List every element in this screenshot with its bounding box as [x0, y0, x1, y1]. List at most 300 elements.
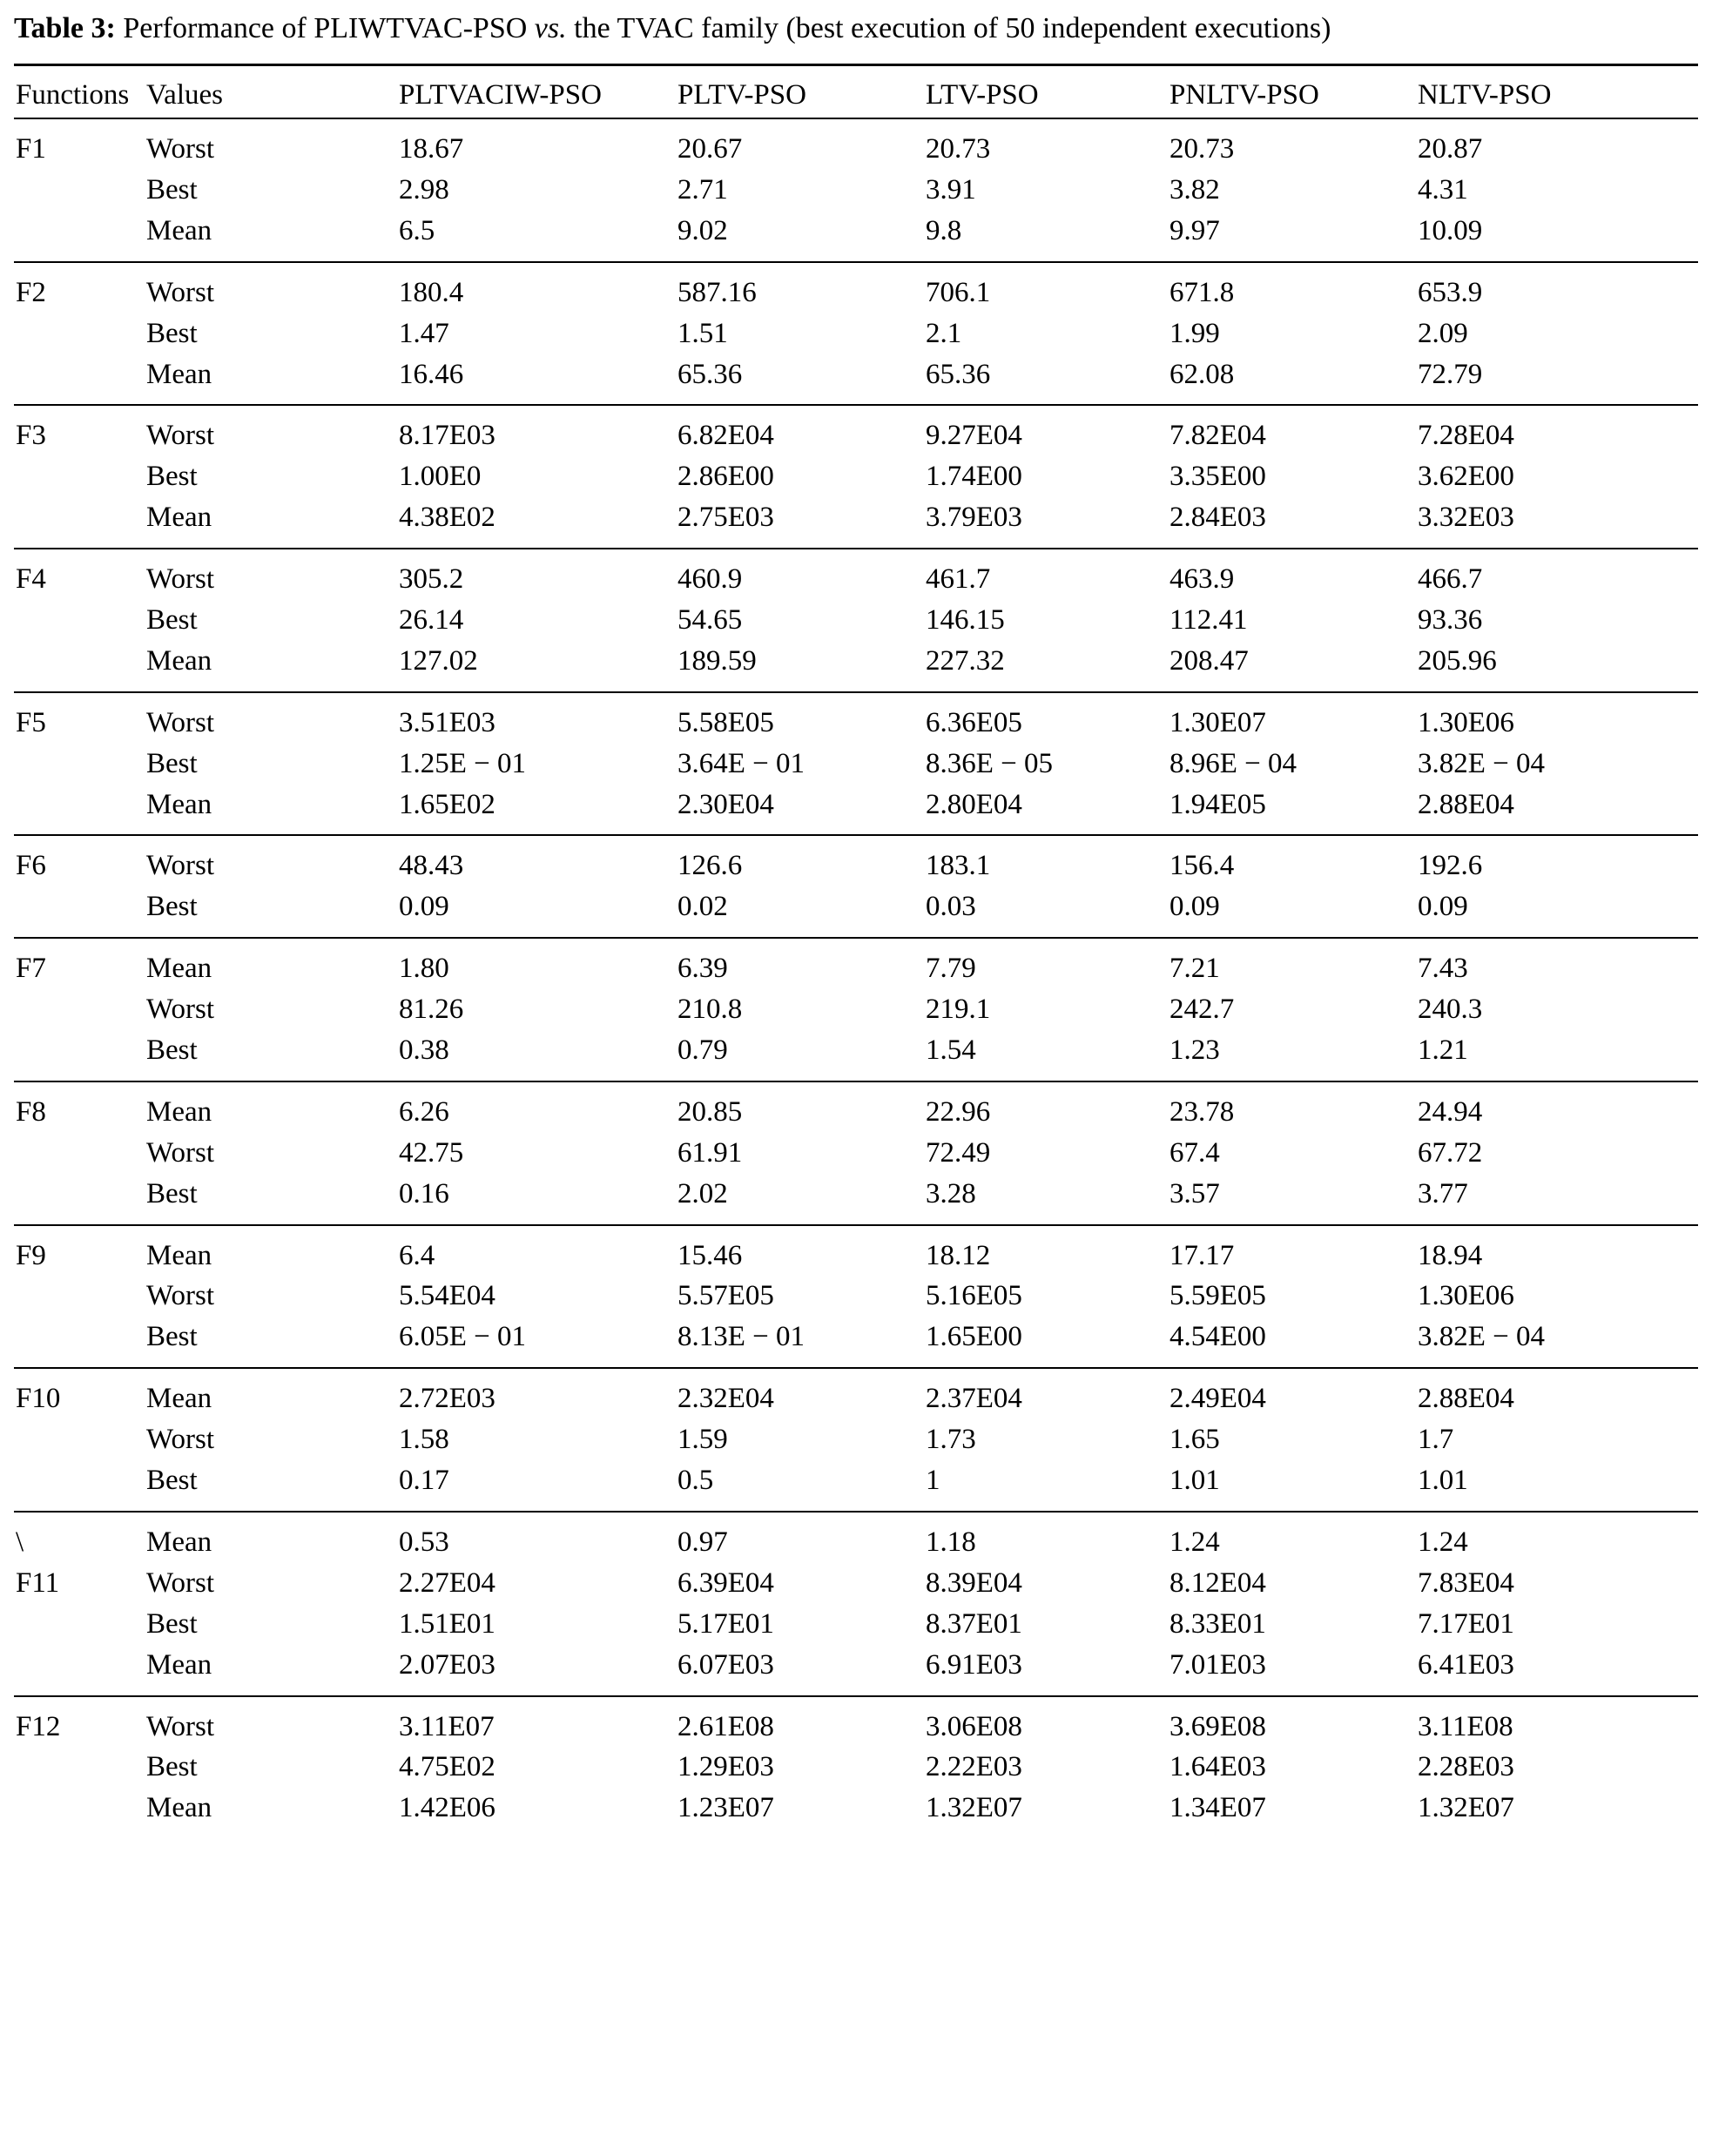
metric-label-cell: Best [146, 891, 198, 923]
data-cell: 2.07E03 [399, 1648, 495, 1681]
table-row [14, 1317, 1698, 1368]
data-cell: 2.22E03 [926, 1751, 1022, 1783]
metric-label-cell: Worst [145, 1696, 397, 1748]
data-cell: 1.94E05 [1169, 788, 1266, 820]
data-cell: 0.5 [677, 1465, 714, 1497]
data-cell: 5.17E01 [677, 1607, 774, 1640]
metric-label-cell: Mean [146, 788, 212, 820]
function-label-cell [14, 170, 145, 211]
data-cell: 461.7 [924, 549, 1168, 600]
data-cell: 3.11E08 [1416, 1696, 1698, 1748]
data-cell: 156.4 [1168, 835, 1416, 886]
table-row [14, 1512, 1698, 1563]
data-cell: 2.30E04 [677, 788, 774, 820]
data-cell: 3.91 [926, 174, 976, 205]
data-cell: 8.39E04 [926, 1566, 1022, 1599]
data-cell: 9.02 [677, 214, 728, 246]
table-row [14, 1225, 1698, 1277]
metric-label-cell: Best [146, 1607, 198, 1640]
data-cell: 0.17 [399, 1465, 449, 1497]
metric-label-cell: Best [146, 1751, 198, 1783]
metric-label-cell: Best [146, 1034, 198, 1067]
data-cell: 671.8 [1168, 262, 1416, 313]
function-label-cell [14, 211, 145, 262]
function-label-cell [14, 1747, 145, 1788]
data-cell: 72.79 [1418, 358, 1483, 390]
function-label-cell [14, 989, 145, 1030]
data-cell: 62.08 [1169, 358, 1235, 390]
data-cell: 192.6 [1416, 835, 1698, 886]
data-cell: 1.99 [1169, 317, 1220, 349]
function-label-cell: F8 [14, 1081, 145, 1133]
data-cell: 5.57E05 [677, 1280, 774, 1312]
data-cell: 183.1 [924, 835, 1168, 886]
data-cell: 1.47 [399, 317, 449, 349]
data-cell: 6.41E03 [1418, 1648, 1514, 1681]
function-label-cell: F4 [14, 549, 145, 600]
data-cell: 587.16 [676, 262, 924, 313]
table-row [14, 170, 1698, 211]
column-header-nltv-pso: NLTV-PSO [1416, 65, 1698, 118]
data-cell: 242.7 [1169, 994, 1235, 1026]
data-cell: 7.21 [1168, 938, 1416, 989]
data-cell: 4.38E02 [399, 502, 495, 534]
data-cell: 8.96E − 04 [1169, 747, 1297, 779]
metric-label-cell: Best [146, 174, 198, 205]
data-cell: 18.12 [924, 1225, 1168, 1277]
data-cell: 3.82E − 04 [1418, 747, 1546, 779]
data-cell: 1.00E0 [399, 461, 482, 493]
table-row [14, 1696, 1698, 1748]
data-cell: 7.82E04 [1168, 405, 1416, 456]
data-cell: 3.62E00 [1418, 461, 1514, 493]
data-cell: 0.97 [676, 1512, 924, 1563]
table-row [14, 118, 1698, 170]
data-cell: 7.17E01 [1418, 1607, 1514, 1640]
function-label-cell: \ [14, 1512, 145, 1563]
data-cell: 0.09 [1169, 891, 1220, 923]
table-row [14, 785, 1698, 836]
metric-label-cell: Worst [145, 692, 397, 744]
data-cell: 1.64E03 [1169, 1751, 1266, 1783]
caption-italic: vs. [534, 12, 567, 44]
data-cell: 189.59 [677, 644, 757, 677]
metric-label-cell: Mean [145, 1225, 397, 1277]
table-row [14, 354, 1698, 406]
data-cell: 3.28 [926, 1177, 976, 1209]
data-cell: 1.18 [924, 1512, 1168, 1563]
metric-label-cell: Worst [145, 549, 397, 600]
data-cell: 1.30E06 [1418, 1280, 1514, 1312]
table-row [14, 600, 1698, 641]
function-label-cell: F6 [14, 835, 145, 886]
metric-label-cell: Best [146, 1177, 198, 1209]
function-label-cell: F11 [16, 1566, 60, 1599]
metric-label-cell: Best [146, 747, 198, 779]
table-row [14, 1460, 1698, 1512]
data-cell: 65.36 [677, 358, 743, 390]
table-row [14, 938, 1698, 989]
data-cell: 9.97 [1169, 214, 1220, 246]
data-cell: 1.34E07 [1169, 1792, 1266, 1824]
data-cell: 5.59E05 [1169, 1280, 1266, 1312]
data-cell: 2.02 [677, 1177, 728, 1209]
table-row [14, 1788, 1698, 1838]
function-label-cell [14, 1276, 145, 1317]
data-cell: 1.80 [397, 938, 676, 989]
caption-label: Table 3: [14, 12, 116, 44]
function-label-cell: F12 [14, 1696, 145, 1748]
data-cell: 8.36E − 05 [926, 747, 1054, 779]
data-cell: 18.67 [397, 118, 676, 170]
data-cell: 26.14 [399, 604, 464, 637]
table-row [14, 1133, 1698, 1174]
data-cell: 4.54E00 [1169, 1321, 1266, 1353]
data-cell: 180.4 [397, 262, 676, 313]
data-cell: 1.65E00 [926, 1321, 1022, 1353]
function-label-cell [14, 354, 145, 406]
data-cell: 3.35E00 [1169, 461, 1266, 493]
data-cell: 3.69E08 [1168, 1696, 1416, 1748]
metric-label-cell: Best [146, 604, 198, 637]
function-label-cell [14, 1133, 145, 1174]
data-cell: 0.38 [399, 1034, 449, 1067]
data-cell: 18.94 [1416, 1225, 1698, 1277]
table-row [14, 1368, 1698, 1419]
data-cell: 16.46 [399, 358, 464, 390]
function-label-cell: F10 [14, 1368, 145, 1419]
function-label-cell: F1 [14, 118, 145, 170]
data-cell: 1 [926, 1465, 940, 1497]
data-cell: 1.24 [1168, 1512, 1416, 1563]
data-cell: 8.33E01 [1169, 1607, 1266, 1640]
data-cell: 2.88E04 [1416, 1368, 1698, 1419]
data-cell: 2.98 [399, 174, 449, 205]
table-row [14, 1276, 1698, 1317]
metric-label-cell: Worst [145, 118, 397, 170]
data-cell: 17.17 [1168, 1225, 1416, 1277]
data-cell: 2.80E04 [926, 788, 1022, 820]
column-header-values: Values [145, 65, 397, 118]
table-head [14, 65, 1698, 118]
data-cell: 2.75E03 [677, 502, 774, 534]
function-label-cell [14, 313, 145, 354]
function-label-cell [14, 1419, 145, 1460]
data-cell: 1.65 [1169, 1424, 1220, 1456]
data-cell: 126.6 [676, 835, 924, 886]
function-label-cell [14, 1788, 145, 1838]
metric-label-cell: Mean [146, 358, 212, 390]
data-cell: 6.4 [397, 1225, 676, 1277]
table-body [14, 118, 1698, 1838]
table-row [14, 456, 1698, 497]
data-cell: 1.24 [1416, 1512, 1698, 1563]
caption-text-after: the TVAC family (best execution of 50 independent executions) [566, 12, 1331, 44]
function-label-cell [14, 1604, 145, 1645]
metric-label-cell: Mean [145, 1081, 397, 1133]
data-cell: 208.47 [1169, 644, 1249, 677]
data-cell: 3.32E03 [1418, 502, 1514, 534]
metric-label-cell: Worst [145, 405, 397, 456]
data-cell: 3.82 [1169, 174, 1220, 205]
data-cell: 2.88E04 [1418, 788, 1514, 820]
data-cell: 0.53 [397, 1512, 676, 1563]
table-row [14, 262, 1698, 313]
data-cell: 1.54 [926, 1034, 976, 1067]
table-row [14, 692, 1698, 744]
function-label-cell [14, 1317, 145, 1368]
data-cell: 81.26 [399, 994, 464, 1026]
function-label-cell [14, 1645, 145, 1696]
table-row [14, 1747, 1698, 1788]
data-cell: 0.79 [677, 1034, 728, 1067]
data-cell: 6.82E04 [676, 405, 924, 456]
metric-label-cell: Worst [146, 1566, 215, 1599]
column-header-ltv-pso: LTV-PSO [924, 65, 1168, 118]
data-cell: 67.4 [1169, 1136, 1220, 1169]
function-label-cell [14, 1030, 145, 1081]
data-cell: 3.77 [1418, 1177, 1468, 1209]
data-cell: 23.78 [1168, 1081, 1416, 1133]
data-cell: 0.16 [399, 1177, 449, 1209]
data-cell: 2.27E04 [399, 1566, 495, 1599]
data-cell: 2.71 [677, 174, 728, 205]
data-cell: 1.25E − 01 [399, 747, 527, 779]
table-row [14, 835, 1698, 886]
metric-label-cell: Mean [145, 1368, 397, 1419]
metric-label-cell: Best [146, 1465, 198, 1497]
column-header-pltv-pso: PLTV-PSO [676, 65, 924, 118]
data-cell: 3.79E03 [926, 502, 1022, 534]
data-cell: 2.49E04 [1168, 1368, 1416, 1419]
data-cell: 653.9 [1416, 262, 1698, 313]
data-cell: 1.29E03 [677, 1751, 774, 1783]
column-header-functions: Functions [14, 65, 145, 118]
data-cell: 15.46 [676, 1225, 924, 1277]
table-row [14, 886, 1698, 938]
data-cell: 7.79 [924, 938, 1168, 989]
data-cell: 20.67 [676, 118, 924, 170]
data-cell: 1.23E07 [677, 1792, 774, 1824]
data-cell: 20.73 [924, 118, 1168, 170]
column-header-pltvaciw-pso: PLTVACIW-PSO [397, 65, 676, 118]
data-cell: 127.02 [399, 644, 478, 677]
table-row [14, 1563, 1698, 1604]
metric-label-cell: Mean [146, 1648, 212, 1681]
data-cell: 65.36 [926, 358, 991, 390]
metric-label-cell: Mean [146, 1792, 212, 1824]
data-cell: 5.54E04 [399, 1280, 495, 1312]
metric-label-cell: Worst [145, 835, 397, 886]
data-cell: 146.15 [926, 604, 1005, 637]
data-cell: 0.09 [1418, 891, 1468, 923]
data-cell: 8.37E01 [926, 1607, 1022, 1640]
data-cell: 466.7 [1416, 549, 1698, 600]
table-caption [14, 9, 1698, 48]
data-cell: 3.64E − 01 [677, 747, 805, 779]
data-cell: 48.43 [397, 835, 676, 886]
data-cell: 2.72E03 [397, 1368, 676, 1419]
table-row [14, 1645, 1698, 1696]
table-row [14, 1030, 1698, 1081]
data-cell: 219.1 [926, 994, 991, 1026]
data-cell: 2.09 [1418, 317, 1468, 349]
function-label-cell: F3 [14, 405, 145, 456]
data-cell: 8.13E − 01 [677, 1321, 805, 1353]
data-cell: 1.23 [1169, 1034, 1220, 1067]
data-cell: 1.74E00 [926, 461, 1022, 493]
table-row [14, 405, 1698, 456]
caption-text-before: Performance of PLIWTVAC-PSO [115, 12, 535, 44]
metric-label-cell: Worst [146, 1136, 215, 1169]
data-cell: 20.73 [1168, 118, 1416, 170]
data-cell: 4.31 [1418, 174, 1468, 205]
data-cell: 1.59 [677, 1424, 728, 1456]
data-cell: 3.57 [1169, 1177, 1220, 1209]
data-cell: 61.91 [677, 1136, 743, 1169]
data-cell: 1.42E06 [399, 1792, 495, 1824]
data-cell: 3.06E08 [924, 1696, 1168, 1748]
function-label-cell: F7 [14, 938, 145, 989]
data-cell: 0.03 [926, 891, 976, 923]
data-cell: 2.28E03 [1418, 1751, 1514, 1783]
data-cell: 6.5 [399, 214, 435, 246]
data-cell: 9.8 [926, 214, 962, 246]
data-cell: 240.3 [1418, 994, 1483, 1026]
metric-label-cell: Best [146, 317, 198, 349]
function-label-cell: F2 [14, 262, 145, 313]
column-header-pnltv-pso: PNLTV-PSO [1168, 65, 1416, 118]
metric-label-cell: Worst [146, 994, 215, 1026]
data-cell: 4.75E02 [399, 1751, 495, 1783]
data-cell: 2.37E04 [924, 1368, 1168, 1419]
data-cell: 2.86E00 [677, 461, 774, 493]
metric-label-cell: Best [146, 1321, 198, 1353]
data-cell: 706.1 [924, 262, 1168, 313]
data-cell: 305.2 [397, 549, 676, 600]
data-cell: 1.30E07 [1168, 692, 1416, 744]
function-label-cell [14, 1460, 145, 1512]
data-cell: 2.1 [926, 317, 962, 349]
table-row [14, 744, 1698, 785]
data-cell: 3.51E03 [397, 692, 676, 744]
data-cell: 463.9 [1168, 549, 1416, 600]
data-cell: 3.82E − 04 [1418, 1321, 1546, 1353]
metric-label-cell: Mean [146, 502, 212, 534]
table-row [14, 1419, 1698, 1460]
data-cell: 67.72 [1418, 1136, 1483, 1169]
metric-label-cell: Best [146, 461, 198, 493]
data-cell: 1.21 [1418, 1034, 1468, 1067]
metric-label-cell: Mean [146, 644, 212, 677]
data-cell: 1.01 [1418, 1465, 1468, 1497]
data-cell: 24.94 [1416, 1081, 1698, 1133]
data-cell: 22.96 [924, 1081, 1168, 1133]
data-cell: 6.39E04 [677, 1566, 774, 1599]
data-cell: 0.02 [677, 891, 728, 923]
data-cell: 0.09 [399, 891, 449, 923]
function-label-cell [14, 641, 145, 692]
data-cell: 6.91E03 [926, 1648, 1022, 1681]
table-row [14, 313, 1698, 354]
data-cell: 112.41 [1169, 604, 1248, 637]
data-cell: 1.65E02 [399, 788, 495, 820]
data-cell: 93.36 [1418, 604, 1483, 637]
metric-label-cell: Worst [146, 1424, 215, 1456]
table-row [14, 1081, 1698, 1133]
function-label-cell [14, 456, 145, 497]
table-row [14, 497, 1698, 549]
function-label-cell [14, 600, 145, 641]
data-cell: 7.01E03 [1169, 1648, 1266, 1681]
data-cell: 6.05E − 01 [399, 1321, 527, 1353]
function-label-cell: F5 [14, 692, 145, 744]
data-cell: 1.73 [926, 1424, 976, 1456]
table-row [14, 989, 1698, 1030]
data-cell: 1.51E01 [399, 1607, 495, 1640]
metric-label-cell: Mean [145, 938, 397, 989]
data-cell: 227.32 [926, 644, 1005, 677]
metric-label-cell: Worst [146, 1280, 215, 1312]
table-row [14, 1174, 1698, 1225]
table-header-row [14, 65, 1698, 118]
data-cell: 54.65 [677, 604, 743, 637]
data-cell: 8.12E04 [1169, 1566, 1266, 1599]
data-cell: 8.17E03 [397, 405, 676, 456]
data-cell: 1.7 [1418, 1424, 1454, 1456]
table-row [14, 641, 1698, 692]
data-cell: 7.43 [1416, 938, 1698, 989]
table-row [14, 211, 1698, 262]
metric-label-cell: Worst [145, 262, 397, 313]
function-label-cell [14, 785, 145, 836]
function-label-cell: F9 [14, 1225, 145, 1277]
data-cell: 6.36E05 [924, 692, 1168, 744]
data-cell: 2.61E08 [676, 1696, 924, 1748]
data-cell: 1.30E06 [1416, 692, 1698, 744]
data-cell: 6.26 [397, 1081, 676, 1133]
metric-label-cell: Mean [146, 214, 212, 246]
data-cell: 7.28E04 [1416, 405, 1698, 456]
data-cell: 1.32E07 [926, 1792, 1022, 1824]
data-cell: 10.09 [1418, 214, 1483, 246]
data-cell: 20.85 [676, 1081, 924, 1133]
data-cell: 72.49 [926, 1136, 991, 1169]
data-cell: 3.11E07 [397, 1696, 676, 1748]
data-cell: 1.58 [399, 1424, 449, 1456]
table-row [14, 549, 1698, 600]
data-cell: 5.16E05 [926, 1280, 1022, 1312]
data-cell: 6.39 [676, 938, 924, 989]
data-cell: 205.96 [1418, 644, 1497, 677]
data-cell: 210.8 [677, 994, 743, 1026]
data-cell: 7.83E04 [1418, 1566, 1514, 1599]
function-label-cell [14, 1174, 145, 1225]
data-cell: 9.27E04 [924, 405, 1168, 456]
data-cell: 1.51 [677, 317, 728, 349]
function-label-cell [14, 497, 145, 549]
function-label-cell [14, 744, 145, 785]
metric-label-cell: Mean [145, 1512, 397, 1563]
data-cell: 5.58E05 [676, 692, 924, 744]
function-label-cell [14, 886, 145, 938]
data-cell: 2.84E03 [1169, 502, 1266, 534]
data-cell: 6.07E03 [677, 1648, 774, 1681]
data-cell: 20.87 [1416, 118, 1698, 170]
data-cell: 1.32E07 [1418, 1792, 1514, 1824]
data-cell: 2.32E04 [676, 1368, 924, 1419]
results-table [14, 64, 1698, 1838]
